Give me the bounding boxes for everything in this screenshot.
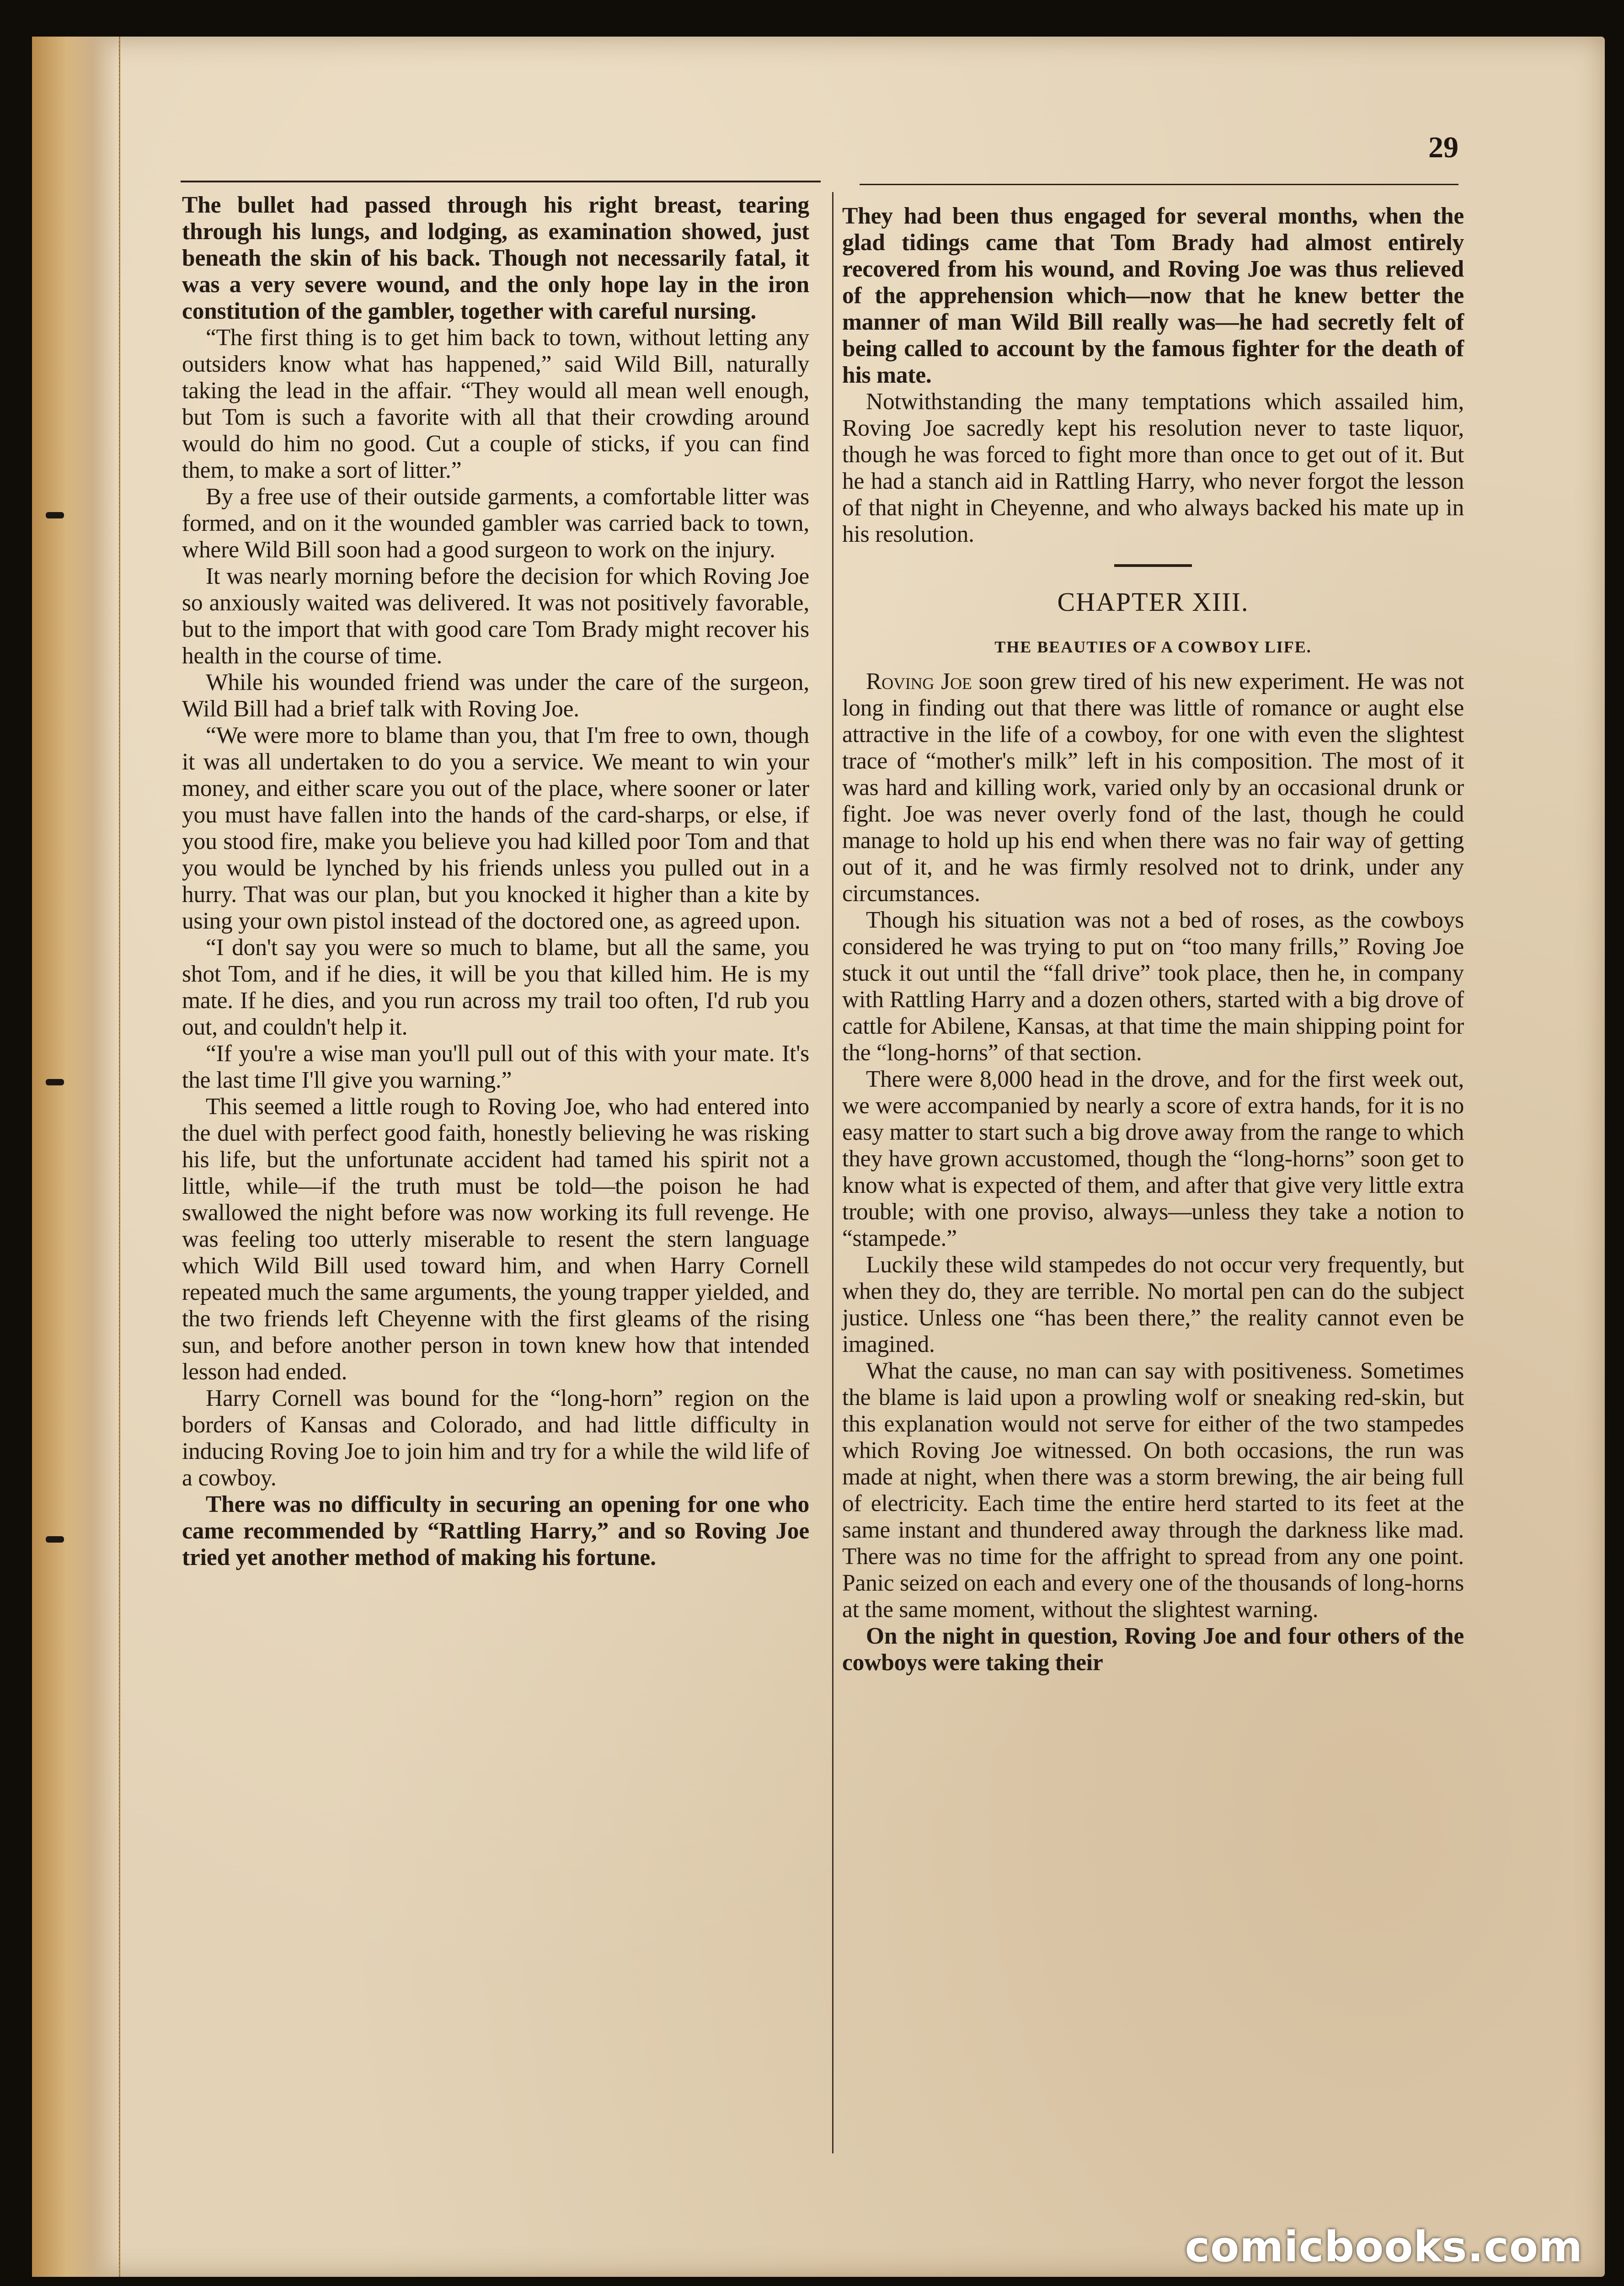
paragraph: Notwithstanding the many temptations which assailed him, Roving Joe sacredly kept his resolution never to taste liquor, though he was forced to fight more than once to get out of it. But he had a stanch aid in Rattling Harry, who never forgot the lesson of that night in Cheyenne, and who always backed his mate up in his resolution. bbox=[842, 389, 1464, 547]
chapter-divider-rule bbox=[1114, 564, 1192, 567]
binding-spine bbox=[32, 37, 120, 2277]
binding-stitch bbox=[46, 1536, 64, 1543]
paragraph: Luckily these wild stampedes do not occur very frequently, but when they do, they are terrible. No mortal pen can do the subject justice. Unless one “has been there,” the reality cannot even be imagined. bbox=[842, 1252, 1464, 1357]
paragraph: There were 8,000 head in the drove, and for the first week out, we were accompanied by nearly a score of extra hands, for it is no easy matter to start such a big drove away from the range to which they have grown accustomed, though the “long-horns” soon get to know what is expected of them, and after that give very little extra trouble; with one proviso, always—unless they take a notion to “stampede.” bbox=[842, 1066, 1464, 1251]
left-column bbox=[182, 192, 809, 1571]
paragraph: “I don't say you were so much to blame, but all the same, you shot Tom, and if he dies, it will be you that killed him. He is my mate. If he dies, and you run across my trail too often, I'd rub you out, and couldn't help it. bbox=[182, 935, 809, 1040]
paragraph: There was no difficulty in securing an opening for one who came recommended by “Rattling Harry,” and so Roving Joe tried yet another method of making his fortune. bbox=[182, 1491, 809, 1570]
paragraph: It was nearly morning before the decision for which Roving Joe so anxiously waited was delivered. It was not positively favorable, but to the import that with good care Tom Brady might recover his health in the course of time. bbox=[182, 563, 809, 669]
column-divider bbox=[832, 192, 833, 2153]
binding-stitch bbox=[46, 1079, 64, 1085]
paragraph: “If you're a wise man you'll pull out of this with your mate. It's the last time I'll give you warning.” bbox=[182, 1041, 809, 1093]
chapter-opening-paragraph bbox=[842, 668, 1464, 907]
paragraph: The bullet had passed through his right breast, tearing through his lungs, and lodging, as examination showed, just beneath the skin of his back. Though not necessarily fatal, it was a very severe wound, and the only hope lay in the iron constitution of the gambler, together with careful nursing. bbox=[182, 192, 809, 324]
chapter-opening-text: soon grew tired of his new experiment. He was not long in finding out that there was little of romance or aught else attractive in the life of a cowboy, for one with even the slightest trace of “mother's milk” left in his composition. The most of it was hard and killing work, varied only by an occasional drunk or fight. Joe was never overly fond of the last, though he could manage to hold up his end when there was no fair way of getting out of it, and he was firmly resolved not to drink, under any circumstances. bbox=[842, 668, 1464, 907]
chapter-subtitle: THE BEAUTIES OF A COWBOY LIFE. bbox=[994, 638, 1312, 656]
paragraph: While his wounded friend was under the care of the surgeon, Wild Bill had a brief talk with Roving Joe. bbox=[182, 669, 809, 722]
paragraph: They had been thus engaged for several months, when the glad tidings came that Tom Brady had almost entirely recovered from his wound, and Roving Joe was thus relieved of the apprehension which—now that he knew better the manner of man Wild Bill really was—he had secretly felt of being called to account by the famous fighter for the death of his mate. bbox=[842, 203, 1464, 388]
paragraph: Though his situation was not a bed of roses, as the cowboys considered he was trying to put on “too many frills,” Roving Joe stuck it out until the “fall drive” took place, then he, in company with Rattling Harry and a dozen others, started with a big drove of cattle for Abilene, Kansas, at that time the main shipping point for the “long-horns” of that section. bbox=[842, 907, 1464, 1066]
chapter-title: CHAPTER XIII. bbox=[1057, 587, 1249, 617]
page-number: 29 bbox=[1428, 131, 1458, 164]
binding-stitch bbox=[46, 512, 64, 518]
header-rule-left bbox=[181, 181, 821, 182]
watermark: comicbooks.com bbox=[1185, 2222, 1583, 2271]
paragraph: “The first thing is to get him back to town, without letting any outsiders know what has happened,” said Wild Bill, naturally taking the lead in the affair. “They would all mean well enough, but Tom is such a favorite with all that their crowding around would do him no good. Cut a couple of sticks, if you can find them, to make a sort of litter.” bbox=[182, 325, 809, 483]
paragraph: On the night in question, Roving Joe and four others of the cowboys were taking their bbox=[842, 1623, 1464, 1676]
paragraph: By a free use of their outside garments, a comfortable litter was formed, and on it the wounded gambler was carried back to town, where Wild Bill soon had a good surgeon to work on the injury. bbox=[182, 484, 809, 563]
paragraph: Harry Cornell was bound for the “long-horn” region on the borders of Kansas and Colorado, and had little difficulty in inducing Roving Joe to join him and try for a while the wild life of a cowboy. bbox=[182, 1385, 809, 1491]
paragraph: “We were more to blame than you, that I'm free to own, though it was all undertaken to do you a service. We meant to win your money, and either scare you out of the place, where sooner or later you must have fallen into the hands of the card-sharps, or else, if you stood fire, make you believe you had killed poor Tom and that you would be lynched by his friends unless you pulled out in a hurry. That was our plan, but you knocked it higher than a kite by using your own pistol instead of the doctored one, as agreed upon. bbox=[182, 722, 809, 934]
paragraph: This seemed a little rough to Roving Joe, who had entered into the duel with perfect good faith, honestly believing he was risking his life, but the unfortunate accident had tamed his spirit not a little, while—if the truth must be told—the poison he had swallowed the night before was now working its full revenge. He was feeling too utterly miserable to resent the stern language which Wild Bill used toward him, and when Harry Cornell repeated much the same arguments, the young trapper yielded, and the two friends left Cheyenne with the first gleams of the rising sun, and before another person in town knew how that intended lesson had ended. bbox=[182, 1094, 809, 1385]
chapter-lead-words: Roving Joe bbox=[866, 668, 972, 694]
right-column bbox=[842, 203, 1464, 1676]
header-rule-right bbox=[860, 184, 1458, 185]
paragraph: What the cause, no man can say with positiveness. Sometimes the blame is laid upon a prowling wolf or sneaking red-skin, but this explanation would not serve for either of the two stampedes which Roving Joe witnessed. On both occasions, the run was made at night, when there was a storm brewing, the air being full of electricity. Each time the entire herd started to its feet at the same instant and thundered away through the darkness like mad. There was no time for the affright to spread from any one point. Panic seized on each and every one of the thousands of long-horns at the same moment, without the slightest warning. bbox=[842, 1358, 1464, 1623]
